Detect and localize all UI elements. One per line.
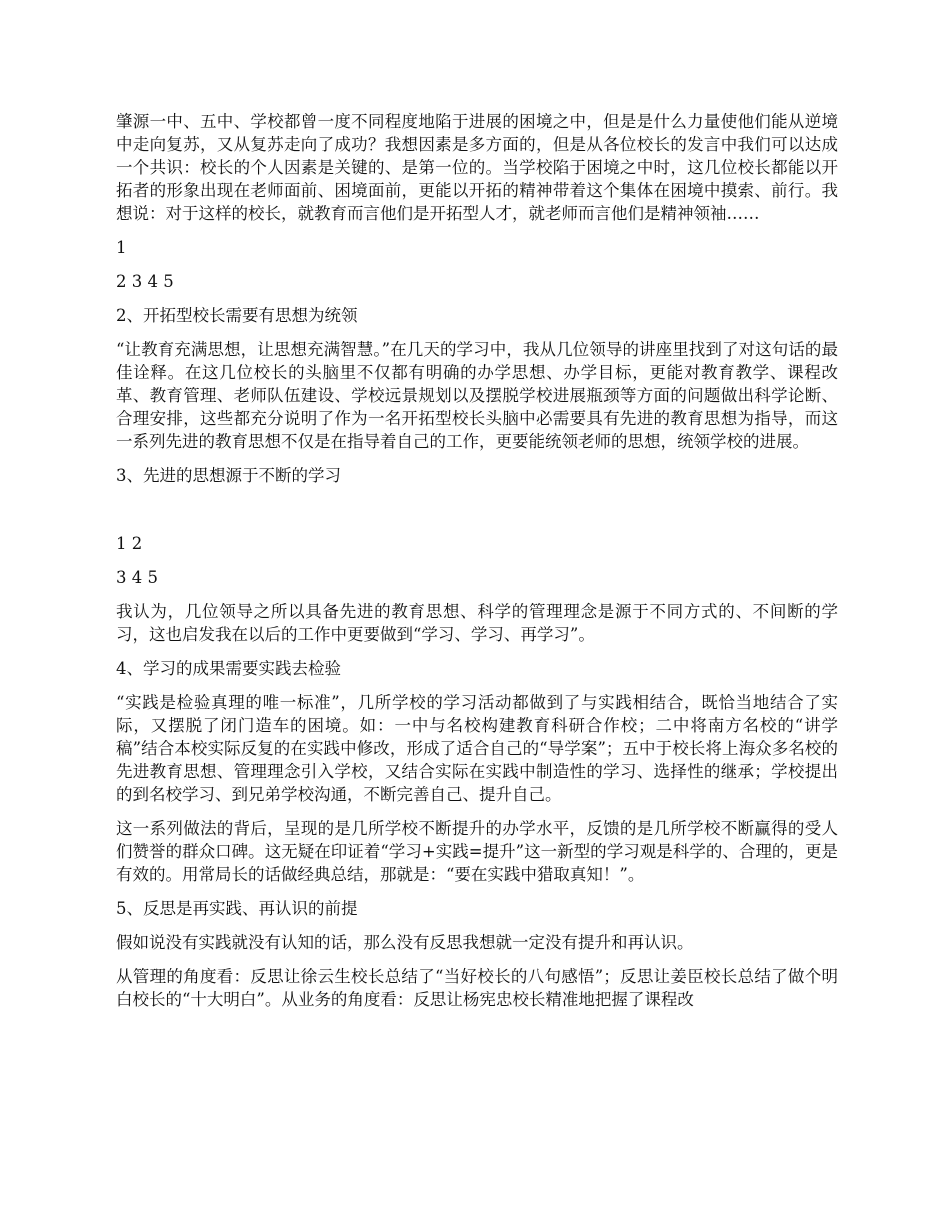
page-number-fragment: 2 3 4 5 [116,272,174,291]
section-heading-2: 2、开拓型校长需要有思想为统领 [116,306,358,325]
section-heading-4: 4、学习的成果需要实践去检验 [116,659,341,678]
section-4-paragraph-2: 这一系列做法的背后，呈现的是几所学校不断提升的办学水平，反馈的是几所学校不断赢得的受人们赞誉的群众口碑。这无疑在印证着“学习+实践=提升”这一新型的学习观是科学的、合理的，更是有效的。用常局长的话做经典总结，那就是：“要在实践中猎取真知！”。 [116,819,838,884]
section-5-paragraph-2: 从管理的角度看：反思让徐云生校长总结了“当好校长的八句感悟”；反思让姜臣校长总结了做个明白校长的“十大明白”。从业务的角度看：反思让杨宪忠校长精准地把握了课程改 [116,967,838,1009]
section-heading-3: 3、先进的思想源于不断的学习 [116,466,341,485]
document-page [116,110,838,1022]
page-number-fragment: 1 [116,238,127,257]
intro-paragraph: 肇源一中、五中、学校都曾一度不同程度地陷于进展的困境之中，但是是什么力量使他们能从逆境中走向复苏，又从复苏走向了成功？我想因素是多方面的，但是从各位校长的发言中我们可以达成一个共识：校长的个人因素是关键的、是第一位的。当学校陷于困境之中时，这几位校长都能以开拓者的形象出现在老师面前、困境面前，更能以开拓的精神带着这个集体在困境中摸索、前行。我想说：对于这样的校长，就教育而言他们是开拓型人才，就老师而言他们是精神领袖…… [116,112,838,223]
page-number-fragment: 3 4 5 [116,568,158,587]
section-heading-5: 5、反思是再实践、再认识的前提 [116,899,358,918]
section-4-paragraph: “实践是检验真理的唯一标准”，几所学校的学习活动都做到了与实践相结合，既恰当地结合了实际，又摆脱了闭门造车的困境。如：一中与名校构建教育科研合作校；二中将南方名校的“讲学稿”结合本校实际反复的在实践中修改，形成了适合自己的“导学案”；五中于校长将上海众多名校的先进教育思想、管理理念引入学校，又结合实际在实践中制造性的学习、选择性的继承；学校提出的到名校学习、到兄弟学校沟通，不断完善自己、提升自己。 [116,693,838,804]
page-number-fragment: 1 2 [116,534,143,553]
blank-gap [116,498,838,532]
section-2-paragraph: “让教育充满思想，让思想充满智慧。”在几天的学习中，我从几位领导的讲座里找到了对这句话的最佳诠释。在这几位校长的头脑里不仅都有明确的办学思想、办学目标，更能对教育教学、课程改革、教育管理、老师队伍建设、学校远景规划以及摆脱学校进展瓶颈等方面的问题做出科学论断、合理安排，这些都充分说明了作为一名开拓型校长头脑中必需要具有先进的教育思想为指导，而这一系列先进的教育思想不仅是在指导着自己的工作，更要能统领老师的思想，统领学校的进展。 [116,340,838,451]
section-5-paragraph: 假如说没有实践就没有认知的话，那么没有反思我想就一定没有提升和再认识。 [116,933,694,952]
section-3-paragraph: 我认为，几位领导之所以具备先进的教育思想、科学的管理理念是源于不同方式的、不间断的学习，这也启发我在以后的工作中更要做到“学习、学习、再学习”。 [116,602,838,644]
